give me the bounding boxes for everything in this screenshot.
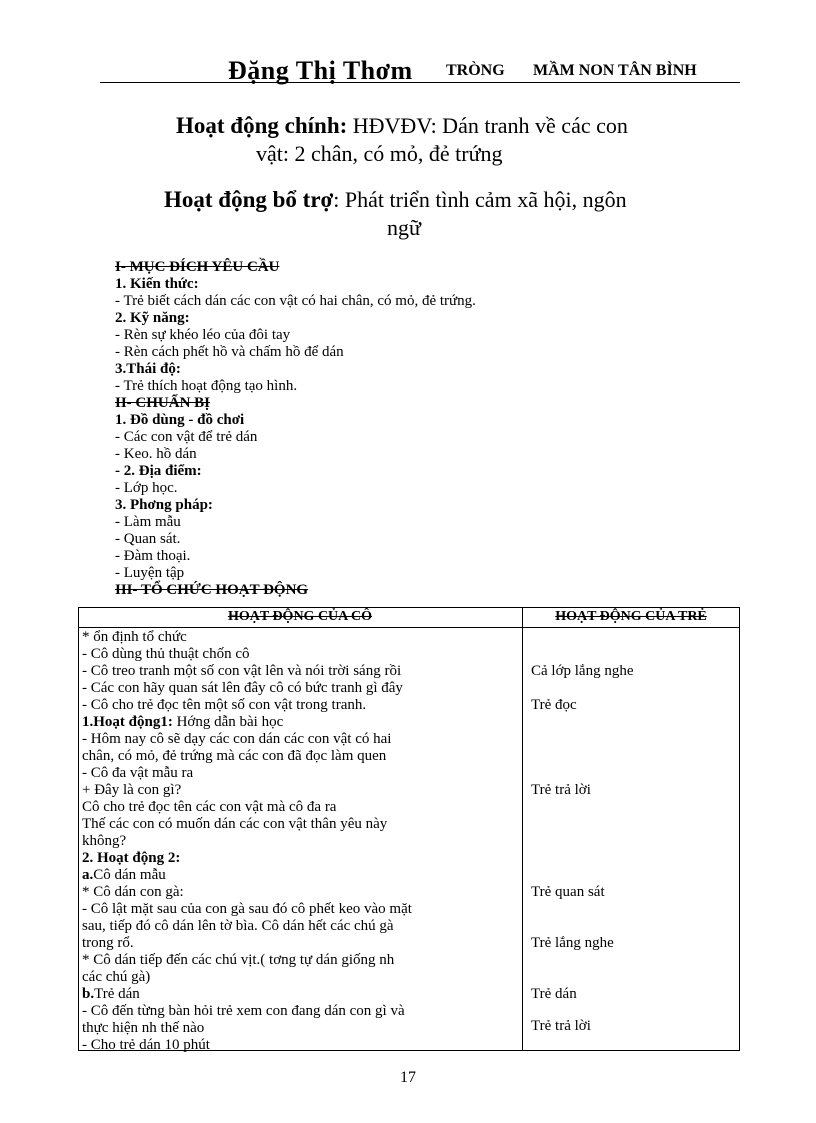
child-response: Cả lớp lắng nghe: [531, 663, 634, 679]
teacher-line: trong rổ.: [82, 935, 134, 951]
section-heading: II- CHUẨN BỊ: [115, 395, 211, 411]
document-author: Đặng Thị Thơm: [228, 56, 413, 85]
section-line: - Keo. hồ dán: [115, 446, 197, 462]
teacher-line: Cô cho trẻ đọc tên các con vật mà cô đa ra: [82, 799, 337, 815]
subsection-heading: 1. Kiến thức:: [115, 276, 199, 292]
section-line: - Quan sát.: [115, 531, 181, 547]
child-response: Trẻ lắng nghe: [531, 935, 614, 951]
section-line: - Đàm thoại.: [115, 548, 191, 564]
subsection-heading: 3.Thái độ:: [115, 361, 181, 377]
child-response: Trẻ trả lời: [531, 782, 591, 798]
teacher-line: Thế các con có muốn dán các con vật thân yêu này: [82, 816, 388, 832]
section-line: - Trẻ biết cách dán các con vật có hai chân, có mỏ, đẻ trứng.: [115, 293, 476, 309]
teacher-line: * Cô dán tiếp đến các chú vịt.( tơng tự dán giống nh: [82, 952, 395, 968]
teacher-line: - Cô đến từng bàn hỏi trẻ xem con đang dán con gì và: [82, 1003, 405, 1019]
teacher-line: * Cô dán con gà:: [82, 884, 184, 900]
teacher-line-heading: 2. Hoạt động 2:: [82, 850, 181, 866]
teacher-line: các chú gà): [82, 969, 151, 985]
main-activity-title: [176, 112, 736, 168]
section-line: - Các con vật để trẻ dán: [115, 429, 258, 445]
header-rule: [100, 82, 740, 83]
child-response: Trẻ quan sát: [531, 884, 605, 900]
teacher-line: + Đây là con gì?: [82, 782, 182, 798]
teacher-line-rest: Cô dán mẫu: [93, 867, 166, 883]
support-activity-title: [164, 186, 744, 242]
teacher-line: chân, có mỏ, đẻ trứng mà các con đã đọc làm quen: [82, 748, 387, 764]
teacher-line: thực hiện nh thế nào: [82, 1020, 205, 1036]
table-header-rule: [78, 627, 740, 628]
section-line: - Luyện tập: [115, 565, 185, 581]
section-line: - Trẻ thích hoạt động tạo hình.: [115, 378, 298, 394]
teacher-line-bold-prefix: 1.Hoạt động1:: [82, 714, 173, 730]
teacher-line: - Cho trẻ dán 10 phút: [82, 1037, 210, 1053]
main-activity-label: Hoạt động chính:: [176, 113, 348, 138]
teacher-line: - Hôm nay cô sẽ dạy các con dán các con vật có hai: [82, 731, 392, 747]
teacher-line: * ổn định tổ chức: [82, 629, 187, 645]
child-response: Trẻ trả lời: [531, 1018, 591, 1034]
teacher-line: sau, tiếp đó cô dán lên tờ bìa. Cô dán hết các chú gà: [82, 918, 394, 934]
section-line: - Rèn cách phết hồ và chấm hồ để dán: [115, 344, 344, 360]
teacher-line: không?: [82, 833, 127, 849]
main-activity-text-line2: vật: 2 chân, có mỏ, đẻ trứng: [256, 141, 503, 166]
teacher-line: - Cô lật mặt sau của con gà sau đó cô phết keo vào mặt: [82, 901, 412, 917]
child-response: Trẻ đọc: [531, 697, 577, 713]
section-line: - Làm mẫu: [115, 514, 181, 530]
section-line: - Rèn sự khéo léo của đôi tay: [115, 327, 291, 343]
teacher-line-bold-prefix: b.: [82, 986, 95, 1002]
subsection-heading: 3. Phơng pháp:: [115, 497, 213, 513]
teacher-line: - Cô treo tranh một số con vật lên và nói trời sáng rồi: [82, 663, 402, 679]
table-header-child: HOẠT ĐỘNG CỦA TRẺ: [555, 609, 707, 624]
table-header-teacher: HOẠT ĐỘNG CỦA CÔ: [227, 609, 373, 624]
section-heading: I- MỤC ĐÍCH YÊU CẦU: [115, 259, 280, 275]
teacher-line: [82, 986, 518, 1003]
support-activity-text-line2: ngữ: [387, 215, 421, 240]
page-number: 17: [400, 1069, 416, 1086]
subsection-heading: 2. Kỹ năng:: [115, 310, 190, 326]
teacher-line: - Cô cho trẻ đọc tên một số con vật trong tranh.: [82, 697, 367, 713]
school-name: MẦM NON TÂN BÌNH: [533, 62, 697, 79]
teacher-line-rest: Trẻ dán: [94, 986, 140, 1002]
child-response: Trẻ dán: [531, 986, 577, 1002]
support-activity-text: : Phát triển tình cảm xã hội, ngôn: [333, 187, 627, 212]
table-column-divider: [522, 607, 523, 1051]
teacher-line: - Cô dùng thủ thuật chốn cô: [82, 646, 250, 662]
teacher-line: - Cô đa vật mẫu ra: [82, 765, 194, 781]
main-activity-text: HĐVĐV: Dán tranh về các con: [347, 113, 628, 138]
section-line: - Lớp học.: [115, 480, 178, 496]
teacher-line: [82, 867, 518, 884]
subsection-heading: - 2. Địa điểm:: [115, 463, 202, 479]
lesson-sections: [115, 259, 735, 599]
teacher-line: - Các con hãy quan sát lên đây cô có bức tranh gì đây: [82, 680, 403, 696]
teacher-activity-column: [82, 629, 518, 1054]
teacher-line-bold-prefix: a.: [82, 867, 94, 883]
subsection-heading: 1. Đồ dùng - đồ chơi: [115, 412, 245, 428]
school-prefix: TRÒNG: [446, 62, 505, 79]
section-heading: III- TỔ CHỨC HOẠT ĐỘNG: [115, 582, 309, 598]
teacher-line-heading: [82, 714, 518, 731]
support-activity-label: Hoạt động bổ trợ: [164, 187, 334, 212]
teacher-line-rest: Hớng dẫn bài học: [172, 714, 284, 730]
